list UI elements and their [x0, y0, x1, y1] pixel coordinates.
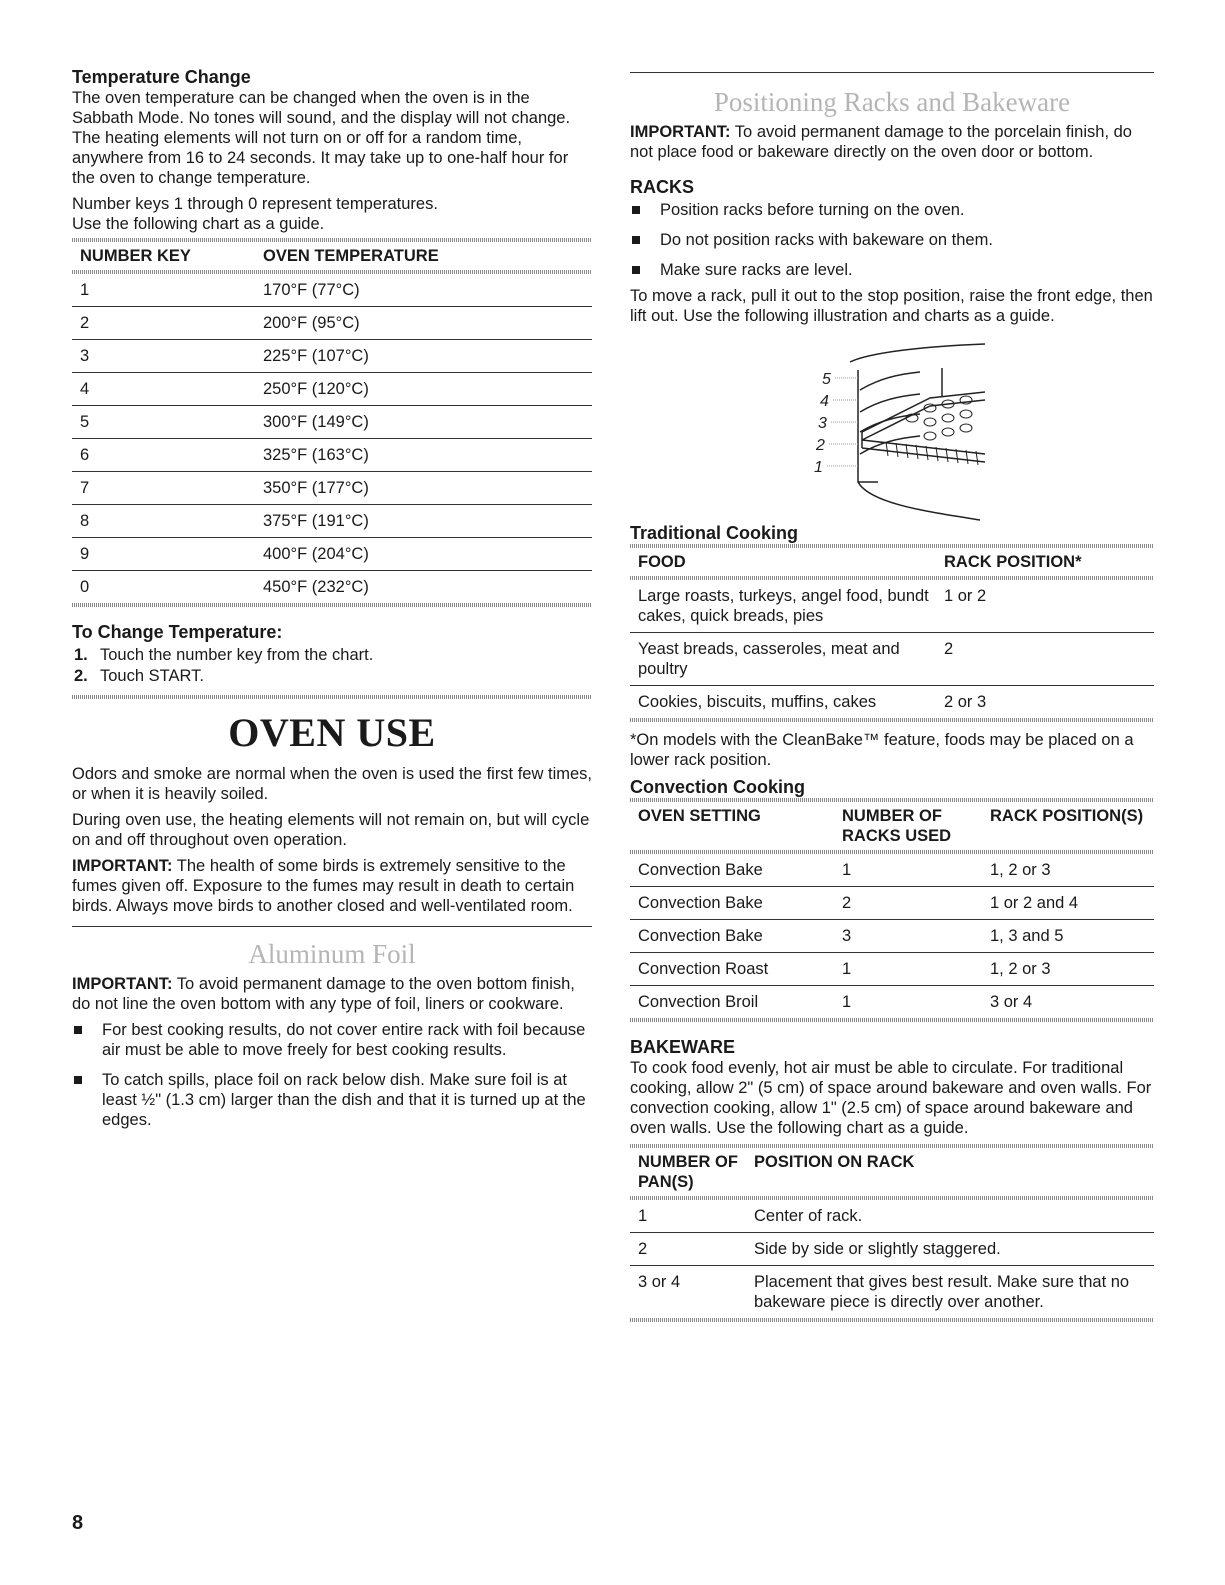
- positioning-racks-title: Positioning Racks and Bakeware: [713, 87, 1071, 117]
- column-header-rack-positions: RACK POSITION(S): [990, 807, 1144, 825]
- temperature-cell: 350°F (177°C): [255, 472, 592, 505]
- temperature-cell: 225°F (107°C): [255, 340, 592, 373]
- bakeware-table: [630, 1148, 1154, 1318]
- rack-label-4: 4: [820, 393, 829, 410]
- racks-used-cell: 1: [842, 993, 852, 1011]
- table-row: [72, 373, 592, 406]
- section-divider: [72, 695, 592, 699]
- temperature-change-heading: Temperature Change: [72, 67, 251, 87]
- important-text: To avoid permanent damage to the oven bottom finish, do not line the oven bottom with any type of foil, liners or cookware.: [72, 975, 575, 1013]
- table-row: [630, 1266, 1154, 1319]
- table-row: [630, 1233, 1154, 1266]
- column-header-rack-position: RACK POSITION*: [944, 553, 1082, 571]
- rack-positions-cell: 1, 2 or 3: [982, 953, 1154, 986]
- chart-guide-text: Use the following chart as a guide.: [72, 215, 325, 233]
- rack-positions-cell: 1, 3 and 5: [982, 920, 1154, 953]
- rack-label-2: 2: [816, 437, 825, 454]
- column-header-food: FOOD: [638, 553, 686, 571]
- table-divider: [630, 1318, 1154, 1322]
- number-key-cell: 0: [80, 578, 90, 596]
- table-row: [72, 307, 592, 340]
- table-row: [630, 986, 1154, 1019]
- section-rule: [72, 926, 592, 927]
- right-column: [630, 62, 1154, 1322]
- temperature-cell: 400°F (204°C): [255, 538, 592, 571]
- table-row: [630, 1200, 1154, 1233]
- column-header-position-on-rack: POSITION ON RACK: [754, 1153, 915, 1171]
- table-row: [630, 887, 1154, 920]
- rack-positions-cell: 1, 2 or 3: [982, 854, 1154, 887]
- oven-setting-cell: Convection Roast: [630, 953, 834, 986]
- move-rack-paragraph: To move a rack, pull it out to the stop position, raise the front edge, then lift out. Use the following illustration and charts as a guide.: [630, 287, 1153, 325]
- number-key-cell: 6: [72, 439, 255, 472]
- list-item: [72, 666, 592, 687]
- column-header-number-key: NUMBER KEY: [80, 247, 191, 265]
- table-row: [72, 340, 592, 373]
- table-divider: [72, 603, 592, 607]
- table-row: [630, 854, 1154, 887]
- food-cell: Yeast breads, casseroles, meat and poultry: [630, 633, 936, 686]
- racks-used-cell: 2: [834, 887, 982, 920]
- table-divider: [630, 1018, 1154, 1022]
- rack-illustration: [630, 332, 1154, 522]
- number-keys-text: Number keys 1 through 0 represent temperatures.: [72, 195, 438, 213]
- convection-cooking-heading: Convection Cooking: [630, 777, 805, 797]
- pans-cell: 3 or 4: [638, 1273, 681, 1291]
- number-key-cell: 2: [72, 307, 255, 340]
- table-row: [630, 920, 1154, 953]
- convection-cooking-table: [630, 802, 1154, 1018]
- bakeware-heading: BAKEWARE: [630, 1037, 736, 1057]
- pans-cell: 2: [630, 1233, 746, 1266]
- bakeware-paragraph: To cook food evenly, hot air must be able to circulate. For traditional cooking, allow 2" (5 cm) of space around bakeware and oven walls. For convection cooking, allow 1" (2.5 cm) of space around bakeware and oven walls. Use the following chart as a guide.: [630, 1059, 1152, 1137]
- temperature-change-paragraph: The oven temperature can be changed when the oven is in the Sabbath Mode. No tones will sound, and the display will not change. The heating elements will not turn on or off for a random time, anywhere from 16 to 24 seconds. It may take up to one-half hour for the oven to change temperature.: [72, 89, 571, 187]
- foil-bullet-list: [72, 1020, 592, 1130]
- table-row: [72, 538, 592, 571]
- table-row: [630, 580, 1154, 633]
- table-row: [72, 439, 592, 472]
- temperature-cell: 170°F (77°C): [255, 274, 592, 307]
- important-text: To avoid permanent damage to the porcelain finish, do not place food or bakeware directly on the oven door or bottom.: [630, 123, 1132, 161]
- rack-label-3: 3: [818, 415, 827, 432]
- cleanbake-footnote: *On models with the CleanBake™ feature, foods may be placed on a lower rack position.: [630, 731, 1134, 769]
- oven-use-title: OVEN USE: [228, 710, 436, 755]
- temperature-cell: 450°F (232°C): [263, 578, 369, 596]
- position-cell: Placement that gives best result. Make sure that no bakeware piece is directly over another.: [754, 1273, 1130, 1311]
- temperature-table: [72, 242, 592, 603]
- number-key-cell: 3: [72, 340, 255, 373]
- list-item: To catch spills, place foil on rack below dish. Make sure foil is at least ½" (1.3 cm) larger than the dish and that it is turned up at the edges.: [72, 1070, 592, 1130]
- traditional-cooking-heading: Traditional Cooking: [630, 523, 799, 543]
- rack-position-cell: 2 or 3: [944, 693, 987, 711]
- step-text: Touch START.: [100, 667, 204, 685]
- column-header-number-of-pans: NUMBER OF PAN(S): [638, 1153, 738, 1191]
- column-header-oven-setting: OVEN SETTING: [638, 807, 761, 825]
- number-key-cell: 9: [72, 538, 255, 571]
- step-number: 2.: [74, 667, 88, 685]
- number-key-cell: 5: [72, 406, 255, 439]
- column-header-oven-temperature: OVEN TEMPERATURE: [263, 247, 439, 265]
- temperature-cell: 200°F (95°C): [255, 307, 592, 340]
- important-text: The health of some birds is extremely sensitive to the fumes given off. Exposure to the fumes may result in death to certain birds. Always move birds to another closed and well-ventilated room.: [72, 857, 575, 915]
- list-item: [72, 645, 592, 666]
- important-label: IMPORTANT:: [72, 975, 173, 993]
- oven-setting-cell: Convection Bake: [630, 920, 834, 953]
- rack-position-cell: 1 or 2: [936, 580, 1154, 633]
- temperature-cell: 325°F (163°C): [255, 439, 592, 472]
- rack-positions-cell: 3 or 4: [990, 993, 1033, 1011]
- list-item: Do not position racks with bakeware on them.: [630, 230, 1154, 250]
- number-key-cell: 1: [72, 274, 255, 307]
- number-key-cell: 4: [72, 373, 255, 406]
- foil-important-paragraph: [72, 974, 592, 1014]
- section-rule: [630, 72, 1154, 73]
- temperature-cell: 375°F (191°C): [255, 505, 592, 538]
- to-change-temperature-heading: To Change Temperature:: [72, 622, 283, 642]
- oven-racks-drawing: [630, 332, 1154, 522]
- left-column: [72, 62, 592, 1140]
- important-label: IMPORTANT:: [630, 123, 731, 141]
- table-row: [630, 686, 1154, 719]
- racks-used-cell: 1: [834, 953, 982, 986]
- table-row: [630, 953, 1154, 986]
- racks-used-cell: 3: [834, 920, 982, 953]
- number-key-cell: 7: [72, 472, 255, 505]
- oven-setting-cell: Convection Bake: [630, 854, 834, 887]
- table-row: [72, 571, 592, 604]
- important-label: IMPORTANT:: [72, 857, 173, 875]
- table-row: [72, 472, 592, 505]
- step-number: 1.: [74, 646, 88, 664]
- porcelain-important-paragraph: [630, 122, 1154, 162]
- steps-list: [72, 645, 592, 687]
- pans-cell: 1: [630, 1200, 746, 1233]
- position-cell: Side by side or slightly staggered.: [746, 1233, 1154, 1266]
- list-item: Position racks before turning on the oven.: [630, 200, 1154, 220]
- page-number: 8: [72, 1512, 84, 1534]
- racks-bullet-list: [630, 200, 1154, 280]
- table-row: [72, 505, 592, 538]
- table-row: [630, 633, 1154, 686]
- aluminum-foil-title: Aluminum Foil: [248, 939, 416, 969]
- heating-elements-paragraph: During oven use, the heating elements will not remain on, but will cycle on and off throughout oven operation.: [72, 811, 590, 849]
- table-divider: [630, 718, 1154, 722]
- temperature-cell: 250°F (120°C): [255, 373, 592, 406]
- food-cell: Cookies, biscuits, muffins, cakes: [638, 693, 877, 711]
- rack-positions-cell: 1 or 2 and 4: [982, 887, 1154, 920]
- column-header-number-of-racks: NUMBER OF RACKS USED: [842, 807, 952, 845]
- food-cell: Large roasts, turkeys, angel food, bundt cakes, quick breads, pies: [630, 580, 936, 633]
- rack-label-5: 5: [822, 371, 831, 388]
- temperature-cell: 300°F (149°C): [255, 406, 592, 439]
- oven-setting-cell: Convection Bake: [630, 887, 834, 920]
- birds-important-paragraph: [72, 856, 592, 916]
- rack-label-1: 1: [814, 459, 823, 476]
- step-text: Touch the number key from the chart.: [100, 646, 374, 664]
- position-cell: Center of rack.: [746, 1200, 1154, 1233]
- racks-used-cell: 1: [834, 854, 982, 887]
- list-item: Make sure racks are level.: [630, 260, 1154, 280]
- number-keys-paragraph: [72, 194, 592, 234]
- number-key-cell: 8: [72, 505, 255, 538]
- odors-paragraph: Odors and smoke are normal when the oven is used the first few times, or when it is heavily soiled.: [72, 765, 592, 803]
- rack-position-cell: 2: [936, 633, 1154, 686]
- racks-heading: RACKS: [630, 177, 695, 197]
- oven-setting-cell: Convection Broil: [638, 993, 759, 1011]
- table-row: [72, 406, 592, 439]
- list-item: For best cooking results, do not cover entire rack with foil because air must be able to move freely for best cooking results.: [72, 1020, 592, 1060]
- traditional-cooking-table: [630, 548, 1154, 718]
- table-row: [72, 274, 592, 307]
